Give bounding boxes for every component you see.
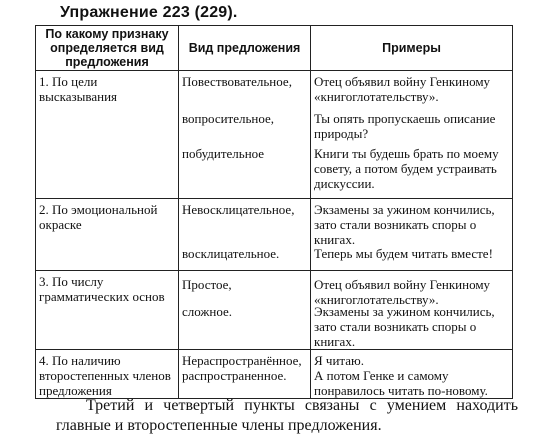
example-text: Экзамены за ужином кончились, зато стали возникать споры о книгах. [314, 304, 495, 349]
kind-cell [179, 350, 311, 399]
example-cell [311, 350, 513, 399]
criterion-text: 1. По цели высказывания [39, 74, 118, 104]
example-text: Отец объявил войну Генкиному «книгоглотательству». [314, 277, 491, 307]
table-row [36, 350, 513, 399]
example-text: Отец объявил войну Генкиному «книгоглотательству». [314, 74, 491, 104]
kind-cell [179, 199, 311, 271]
kind-text: вопросительное, [182, 111, 275, 126]
example-text: Теперь мы будем читать вместе! [314, 246, 493, 261]
table-row [36, 71, 513, 199]
example-text: Ты опять пропускаешь описание природы? [314, 111, 496, 141]
kind-text: восклицательное. [182, 246, 280, 261]
kind-text: побудительное [182, 146, 265, 161]
example-text: Книги ты будешь брать по моему совету, а потом будем устраивать дискуссии. [314, 146, 499, 191]
example-cell [311, 71, 513, 199]
kind-cell [179, 71, 311, 199]
criterion-text: 2. По эмоциональной окраске [39, 202, 158, 232]
example-cell [311, 199, 513, 271]
sentence-types-table [35, 25, 513, 399]
kind-cell [179, 271, 311, 350]
example-text: А потом Генке и самому понравилось читать по-новому. [314, 368, 488, 398]
kind-text: сложное. [182, 304, 233, 319]
table-header-row [36, 26, 513, 71]
exercise-title: Упражнение 223 (229). [60, 4, 238, 21]
kind-text: Простое, [182, 277, 232, 292]
criterion-cell [36, 199, 179, 271]
table-row [36, 199, 513, 271]
criterion-cell [36, 271, 179, 350]
kind-text: Невосклицательное, [182, 202, 295, 217]
criterion-cell [36, 350, 179, 399]
header-examples: Примеры [311, 26, 513, 71]
table-row [36, 271, 513, 350]
criterion-text: 3. По числу грамматических основ [39, 274, 165, 304]
criterion-cell [36, 71, 179, 199]
criterion-text: 4. По наличию второстепенных членов предложения [39, 353, 171, 398]
explanation-paragraph: Третий и четвертый пункты связаны с умением находить главные и второстепенные члены предложения. [56, 397, 518, 434]
example-cell [311, 271, 513, 350]
example-text: Я читаю. [314, 353, 364, 368]
kind-text: распространенное. [182, 368, 287, 383]
header-criterion: По какому признаку определяется вид предложения [36, 26, 179, 71]
header-kind: Вид предложения [179, 26, 311, 71]
kind-text: Нераспространённое, [182, 353, 302, 368]
example-text: Экзамены за ужином кончились, зато стали возникать споры о книгах. [314, 202, 495, 247]
kind-text: Повествовательное, [182, 74, 292, 89]
